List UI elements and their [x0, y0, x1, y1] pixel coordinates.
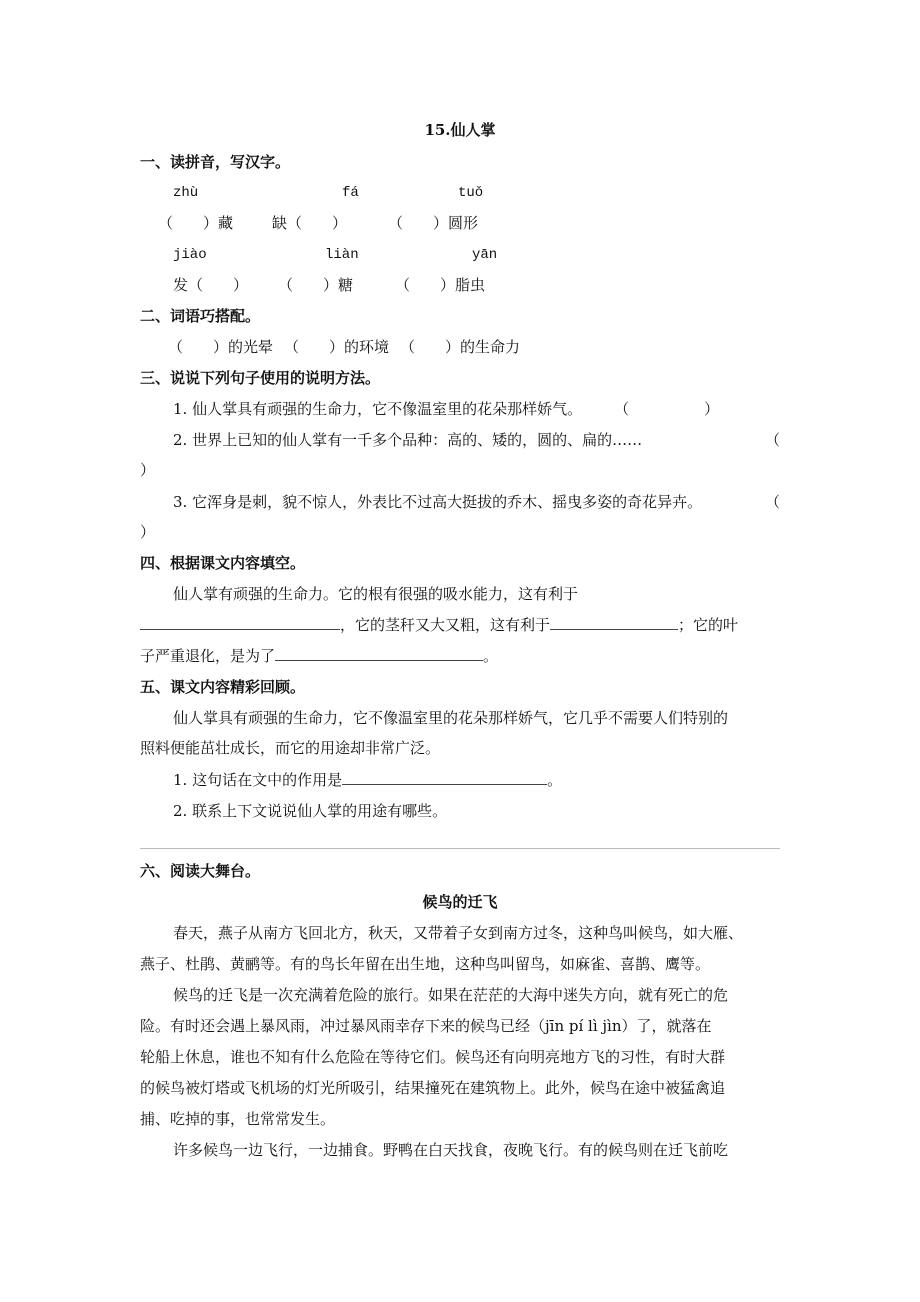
page-title: 15.仙人掌: [424, 121, 496, 139]
answer-blank[interactable]: [140, 615, 340, 630]
pinyin: jiào: [173, 247, 207, 263]
paragraph: 仙人掌具有顽强的生命力，它不像温室里的花朵那样娇气，它几乎不需要人们特别的: [173, 709, 729, 727]
answer-paren-close: ）: [140, 523, 156, 541]
article-line: 轮船上休息，谁也不知有什么危险在等待它们。候鸟还有向明亮地方飞的习性，有时大群: [140, 1048, 726, 1066]
section-2-heading: 二、词语巧搭配。: [140, 307, 261, 325]
article-line: 春天，燕子从南方飞回北方，秋天，又带着子女到南方过冬，这种鸟叫候鸟，如大雁、: [173, 924, 744, 942]
text: 。: [483, 647, 499, 665]
question-3: 3. 它浑身是刺，貌不惊人，外表比不过高大挺拔的乔木、摇曳多姿的奇花异卉。: [173, 493, 703, 511]
answer-paren-open[interactable]: （: [764, 431, 780, 449]
text: 子严重退化，是为了: [140, 647, 276, 665]
pinyin: fá: [342, 185, 359, 201]
article-line: 险。有时还会遇上暴风雨，冲过暴风雨幸存下来的候鸟已经（jīn pí lì jìn）了，就落在: [140, 1017, 712, 1035]
section-4-heading: 四、根据课文内容填空。: [140, 554, 306, 572]
answer-line[interactable]: [140, 848, 780, 849]
text: 。: [547, 771, 563, 789]
question-1: [173, 770, 562, 790]
pinyin: tuǒ: [458, 185, 484, 201]
text: 1. 这句话在文中的作用是: [173, 771, 343, 789]
article-line: 许多候鸟一边飞行，一边捕食。野鸭在白天找食，夜晚飞行。有的候鸟则在迁飞前吃: [173, 1141, 729, 1159]
text: ；它的叶: [678, 616, 739, 634]
paragraph-line: [140, 646, 498, 666]
section-3-heading: 三、说说下列句子使用的说明方法。: [140, 369, 381, 387]
question-2: 2. 世界上已知的仙人掌有一千多个品种：高的、矮的，圆的、扁的……: [173, 431, 643, 449]
fill-blank[interactable]: 发（ ）: [173, 276, 249, 294]
answer-paren-open[interactable]: （: [764, 493, 780, 511]
fill-blank[interactable]: （ ）脂虫: [395, 276, 486, 294]
question-3-row: [173, 492, 780, 512]
text: ，它的茎秆又大又粗，这有利于: [340, 616, 551, 634]
answer-blank[interactable]: [275, 646, 483, 661]
fill-blank[interactable]: （ ）藏: [158, 214, 234, 232]
section-1-heading: 一、读拼音，写汉字。: [140, 153, 291, 171]
section-5-heading: 五、课文内容精彩回顾。: [140, 678, 306, 696]
fill-blank[interactable]: 缺（ ）: [272, 214, 348, 232]
pinyin: yān: [472, 247, 498, 263]
article-line: 的候鸟被灯塔或飞机场的灯光所吸引，结果撞死在建筑物上。此外，候鸟在途中被猛禽追: [140, 1079, 726, 1097]
answer-blank[interactable]: [550, 615, 678, 630]
article-line: 燕子、杜鹃、黄鹂等。有的鸟长年留在出生地，这种鸟叫留鸟，如麻雀、喜鹊、鹰等。: [140, 955, 711, 973]
paragraph: 照料便能茁壮成长，而它的用途却非常广泛。: [140, 739, 441, 757]
answer-blank[interactable]: [342, 770, 547, 785]
question-1-row: [173, 399, 780, 419]
fill-blank[interactable]: （ ）的光晕: [168, 338, 274, 356]
fill-blank[interactable]: （ ）糖: [278, 276, 354, 294]
fill-blank[interactable]: （ ）圆形: [388, 214, 479, 232]
pinyin: zhù: [173, 185, 199, 201]
section-6-heading: 六、阅读大舞台。: [140, 862, 261, 880]
pinyin: liàn: [325, 247, 359, 263]
question-2-row: [173, 430, 780, 450]
article-title: 候鸟的迁飞: [422, 893, 498, 911]
fill-blank[interactable]: （ ）的生命力: [400, 338, 521, 356]
answer-paren-close: ）: [140, 461, 156, 479]
question-2: 2. 联系上下文说说仙人掌的用途有哪些。: [173, 802, 448, 820]
article-line: 捕、吃掉的事，也常常发生。: [140, 1110, 336, 1128]
question-1: 1. 仙人掌具有顽强的生命力，它不像温室里的花朵那样娇气。: [173, 400, 583, 418]
fill-blank[interactable]: （ ）的环境: [284, 338, 390, 356]
answer-paren[interactable]: （ ）: [614, 400, 720, 418]
paragraph: 仙人掌有顽强的生命力。它的根有很强的吸水能力，这有利于: [173, 585, 579, 603]
paragraph-line: [140, 615, 738, 635]
article-line: 候鸟的迁飞是一次充满着危险的旅行。如果在茫茫的大海中迷失方向，就有死亡的危: [173, 986, 729, 1004]
